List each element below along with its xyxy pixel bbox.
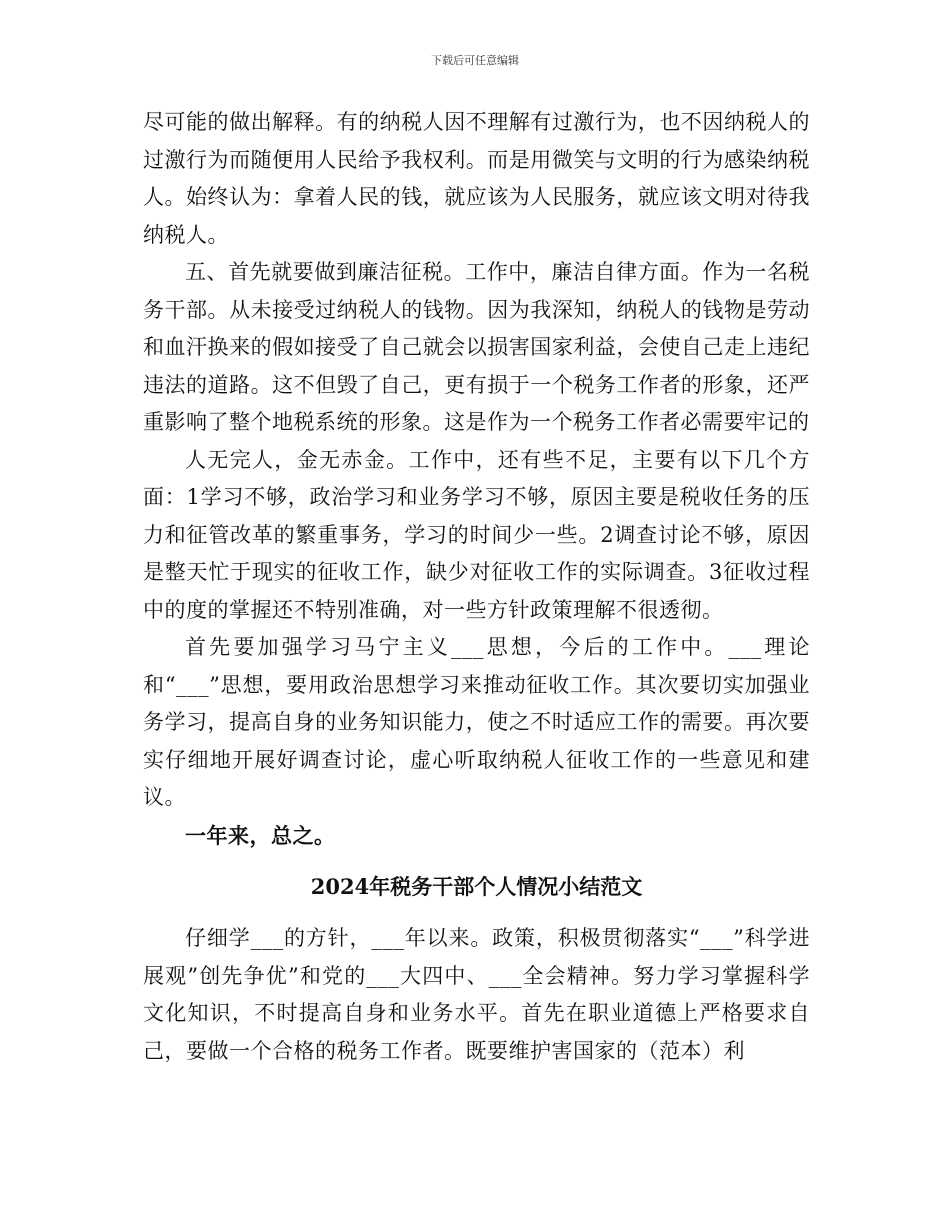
- page-header: 下载后可任意编辑: [431, 54, 519, 67]
- paragraph-4: 首先要加强学习马宁主义___思想，今后的工作中。___理论和“___”思想，要用政治思想学习来推动征收工作。其次要切实加强业务学习，提高自身的业务知识能力，使之不时适应工作的需要。再次要实仔细地开展好调查讨论，虚心听取纳税人征收工作的一些意见和建议。: [143, 635, 810, 809]
- paragraph-3: 人无完人，金无赤金。工作中，还有些不足，主要有以下几个方面：1学习不够，政治学习和业务学习不够，原因主要是税收任务的压力和征管改革的繁重事务，学习的时间少一些。2调查讨论不够，原因是整天忙于现实的征收工作，缺少对征收工作的实际调查。3征收过程中的度的掌握还不特别准确，对一些方针政策理解不很透彻。: [143, 447, 810, 622]
- paragraph-6: 仔细学___的方针，___年以来。政策，积极贯彻落实“___”科学进展观”创先争优”和党的___大四中、___全会精神。努力学习掌握科学文化知识，不时提高自身和业务水平。首先在职业道德上严格要求自己，要做一个合格的税务工作者。既要维护害国家的（范本）利: [143, 926, 810, 1063]
- document-body: [143, 104, 810, 1070]
- paragraph-2: 五、首先就要做到廉洁征税。工作中，廉洁自律方面。作为一名税务干部。从未接受过纳税人的钱物。因为我深知，纳税人的钱物是劳动和血汗换来的假如接受了自己就会以损害国家利益，会使自己走上违纪违法的道路。这不但毁了自己，更有损于一个税务工作者的形象，还严重影响了整个地税系统的形象。这是作为一个税务工作者必需要牢记的: [143, 260, 810, 434]
- section-title: 2024年税务干部个人情况小结范文: [310, 874, 643, 899]
- paragraph-5: 一年来，总之。: [185, 822, 336, 848]
- paragraph-1: 尽可能的做出解释。有的纳税人因不理解有过激行为，也不因纳税人的过激行为而随便用人民给予我权利。而是用微笑与文明的行为感染纳税人。始终认为：拿着人民的钱，就应该为人民服务，就应该文明对待我纳税人。: [143, 110, 810, 247]
